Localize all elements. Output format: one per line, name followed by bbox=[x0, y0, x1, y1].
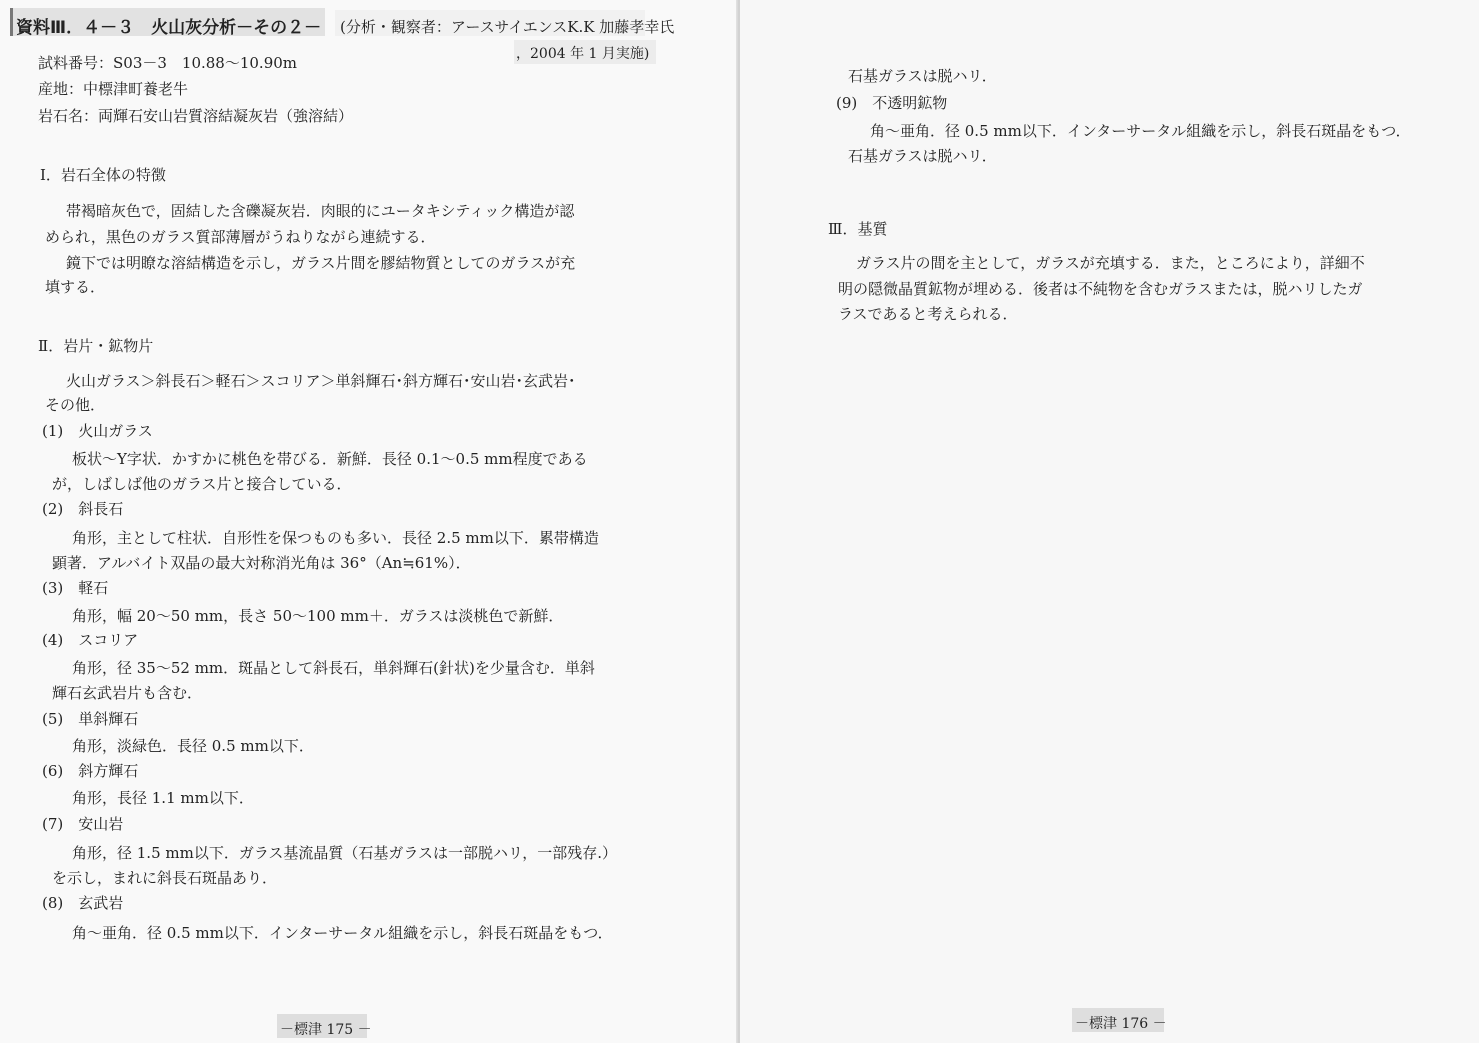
item-heading: (3) 軽石 bbox=[42, 579, 109, 597]
item-text: 板状～Y字状．かすかに桃色を帯びる．新鮮．長径 0.1～0.5 mm程度である bbox=[72, 450, 588, 468]
item-text: 輝石玄武岩片も含む． bbox=[52, 684, 203, 702]
section-1-text: 填する． bbox=[45, 278, 106, 296]
document-title: 資料Ⅲ．４－３ 火山灰分析－その２－ bbox=[16, 18, 322, 38]
item-heading: (6) 斜方輝石 bbox=[42, 762, 139, 780]
item-text: 角形，主として柱状．自形性を保つものも多い．長径 2.5 mm以下．累帯構造 bbox=[72, 529, 599, 547]
item-heading: (4) スコリア bbox=[42, 631, 139, 649]
item-heading: (9) 不透明鉱物 bbox=[836, 94, 948, 112]
left-page bbox=[0, 0, 738, 1043]
item-text: 角形，径 35～52 mm．斑晶として斜長石，単斜輝石(針状)を少量含む．単斜 bbox=[72, 659, 595, 677]
item-text: 角形，長径 1.1 mm以下． bbox=[72, 789, 254, 807]
section-1-heading: Ⅰ．岩石全体の特徴 bbox=[40, 166, 166, 184]
item-text: 石基ガラスは脱ハリ． bbox=[848, 147, 997, 165]
section-3-text: 明の隠微晶質鉱物が埋める．後者は不純物を含むガラスまたは，脱ハリしたガ bbox=[838, 280, 1363, 298]
item-heading: (2) 斜長石 bbox=[42, 500, 124, 518]
item-text: 角～亜角．径 0.5 mm以下．インターサータル組織を示し，斜長石斑晶をもつ． bbox=[72, 924, 613, 942]
section-1-text: 鏡下では明瞭な溶結構造を示し，ガラス片間を膠結物質としてのガラスが充 bbox=[66, 254, 576, 272]
right-page bbox=[740, 0, 1479, 1043]
item-heading: (5) 単斜輝石 bbox=[42, 710, 139, 728]
item-text: 角形，径 1.5 mm以下．ガラス基流晶質（石基ガラスは一部脱ハリ，一部残存.） bbox=[72, 844, 617, 862]
item-heading: (8) 玄武岩 bbox=[42, 894, 124, 912]
item-text: を示し，まれに斜長石斑晶あり． bbox=[52, 869, 278, 887]
analysis-date: ，2004 年 1 月実施) bbox=[516, 46, 650, 62]
item-text: 角～亜角．径 0.5 mm以下．インターサータル組織を示し，斜長石斑晶をもつ． bbox=[870, 122, 1411, 140]
section-2-heading: Ⅱ．岩片・鉱物片 bbox=[38, 337, 154, 355]
item-text: 角形，淡緑色．長径 0.5 mm以下． bbox=[72, 737, 314, 755]
item-text: 顕著．アルバイト双晶の最大対称消光角は 36°（An≒61%）． bbox=[52, 554, 471, 572]
rock-name: 岩石名：両輝石安山岩質溶結凝灰岩（強溶結） bbox=[38, 107, 354, 125]
page-number: －標津 176 － bbox=[1075, 1016, 1167, 1032]
item-heading: (7) 安山岩 bbox=[42, 815, 124, 833]
section-2-intro: その他． bbox=[45, 396, 106, 414]
locality: 産地：中標津町養老牛 bbox=[38, 80, 189, 98]
analyst-credit: (分析・観察者：アースサイエンスK.K 加藤孝幸氏 bbox=[340, 18, 675, 36]
section-3-heading: Ⅲ．基質 bbox=[828, 220, 888, 238]
section-3-text: ラスであると考えられる． bbox=[838, 305, 1018, 323]
item-text: 角形，幅 20～50 mm，長さ 50～100 mm＋．ガラスは淡桃色で新鮮． bbox=[72, 607, 564, 625]
section-1-text: められ，黒色のガラス質部薄層がうねりながら連続する． bbox=[45, 228, 436, 246]
item-text: が，しばしば他のガラス片と接合している． bbox=[52, 475, 352, 493]
section-2-intro: 火山ガラス＞斜長石＞軽石＞スコリア＞単斜輝石･斜方輝石･安山岩･玄武岩･ bbox=[66, 372, 576, 390]
sample-number: 試料番号：S03－3 10.88～10.90m bbox=[38, 54, 298, 72]
section-1-text: 帯褐暗灰色で，固結した含礫凝灰岩．肉眼的にユータキシティック構造が認 bbox=[66, 202, 575, 220]
item-heading: (1) 火山ガラス bbox=[42, 422, 153, 440]
section-3-text: ガラス片の間を主として，ガラスが充填する．また，ところにより，詳細不 bbox=[856, 254, 1365, 272]
continued-text: 石基ガラスは脱ハリ． bbox=[848, 67, 997, 85]
page-number: －標津 175 － bbox=[280, 1022, 372, 1038]
